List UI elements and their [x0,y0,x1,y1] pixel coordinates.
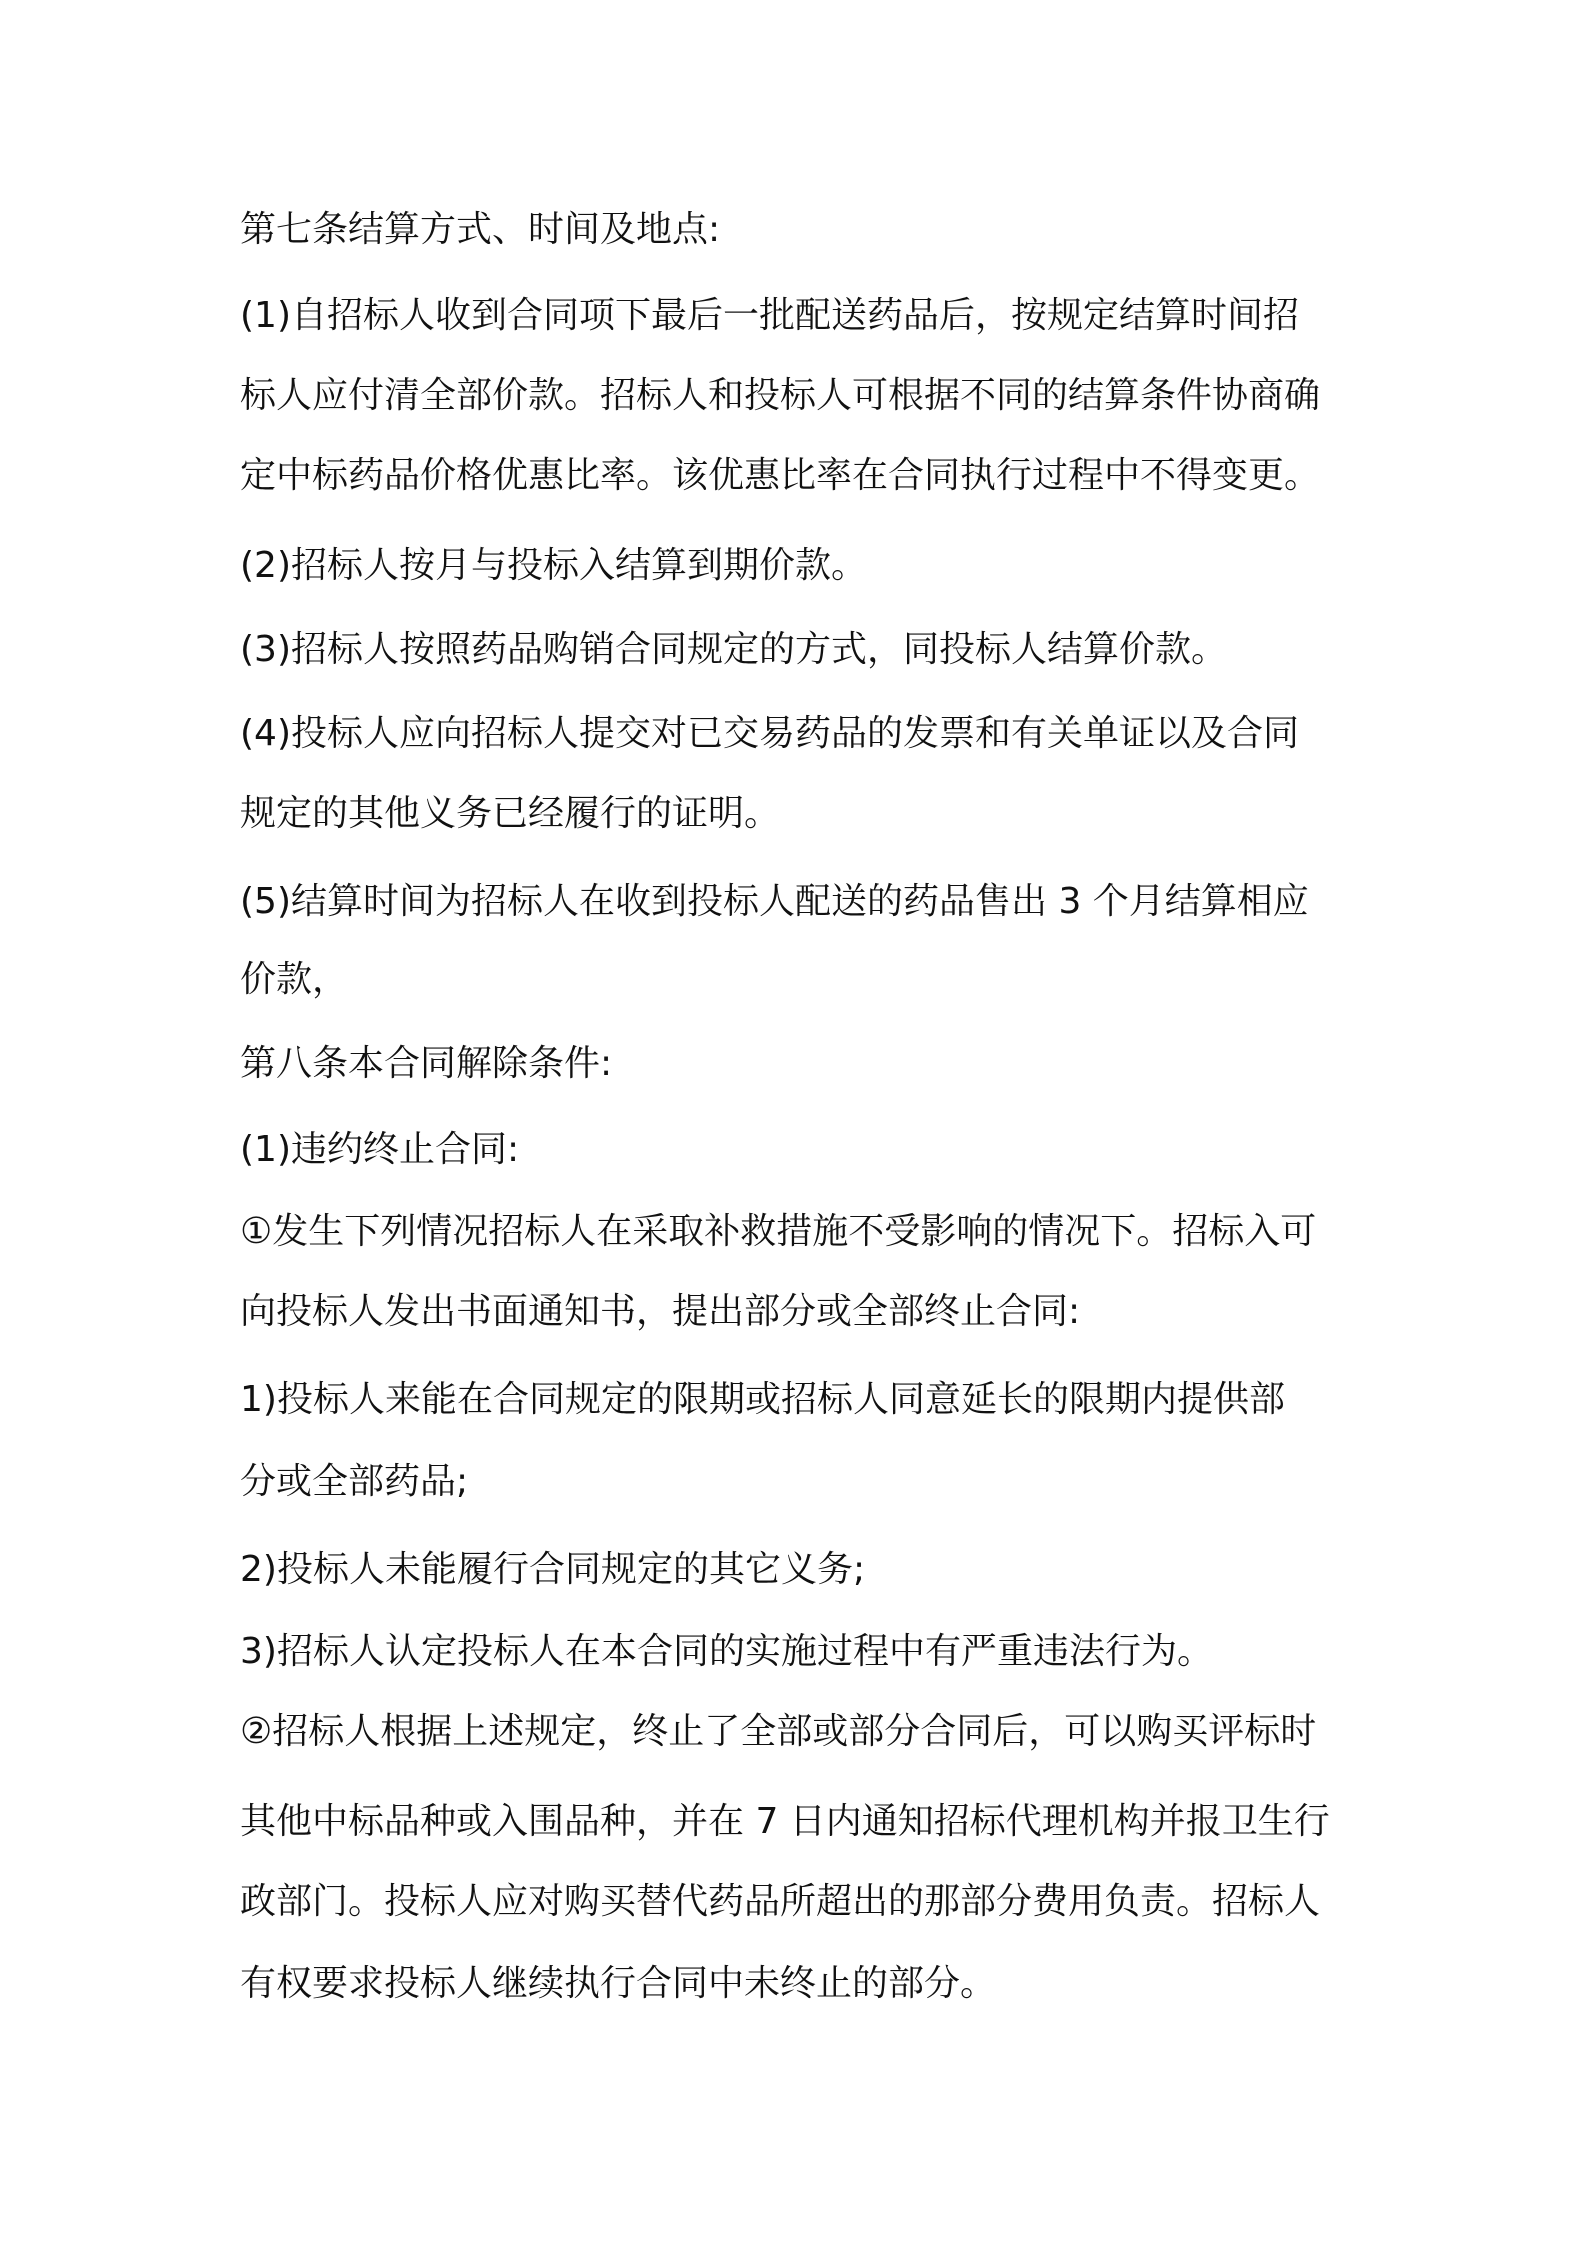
paragraph-line: 有权要求投标人继续执行合同中未终止的部分。 [240,1963,997,2004]
paragraph-line: 规定的其他义务已经履行的证明。 [240,793,781,834]
paragraph-line: 2)投标人未能履行合同规定的其它义务; [240,1549,866,1590]
paragraph-line: ①发生下列情况招标人在采取补救措施不受影响的情况下。招标入可 [240,1211,1317,1252]
paragraph-line: 价款， [240,959,349,1000]
paragraph-line: ②招标人根据上述规定，终止了全部或部分合同后，可以购买评标时 [240,1711,1317,1752]
paragraph-line: 3)招标人认定投标人在本合同的实施过程中有严重违法行为。 [240,1631,1213,1672]
paragraph-line: 定中标药品价格优惠比率。该优惠比率在合同执行过程中不得变更。 [240,455,1321,496]
paragraph-line: 政部门。投标人应对购买替代药品所超出的那部分费用负责。招标人 [240,1881,1321,1922]
article-8-heading: 第八条本合同解除条件: [240,1043,613,1084]
paragraph-line: (1)违约终止合同: [240,1129,520,1170]
paragraph-line: (3)招标人按照药品购销合同规定的方式，同投标人结算价款。 [240,629,1227,670]
paragraph-line: (5)结算时间为招标人在收到投标人配送的药品售出 3 个月结算相应 [240,881,1309,922]
paragraph-line: (1)自招标人收到合同项下最后一批配送药品后，按规定结算时间招 [240,295,1299,336]
paragraph-line: (2)招标人按月与投标入结算到期价款。 [240,545,867,586]
paragraph-line: (4)投标人应向招标人提交对已交易药品的发票和有关单证以及合同 [240,713,1299,754]
paragraph-line: 1)投标人来能在合同规定的限期或招标人同意延长的限期内提供部 [240,1379,1285,1420]
paragraph-line: 分或全部药品; [240,1461,469,1502]
article-7-heading: 第七条结算方式、时间及地点: [240,209,721,250]
paragraph-line: 向投标人发出书面通知书，提出部分或全部终止合同: [240,1291,1081,1332]
paragraph-line: 其他中标品种或入围品种，并在 7 日内通知招标代理机构并报卫生行 [240,1801,1330,1842]
paragraph-line: 标人应付清全部价款。招标人和投标人可根据不同的结算条件协商确 [240,375,1321,416]
